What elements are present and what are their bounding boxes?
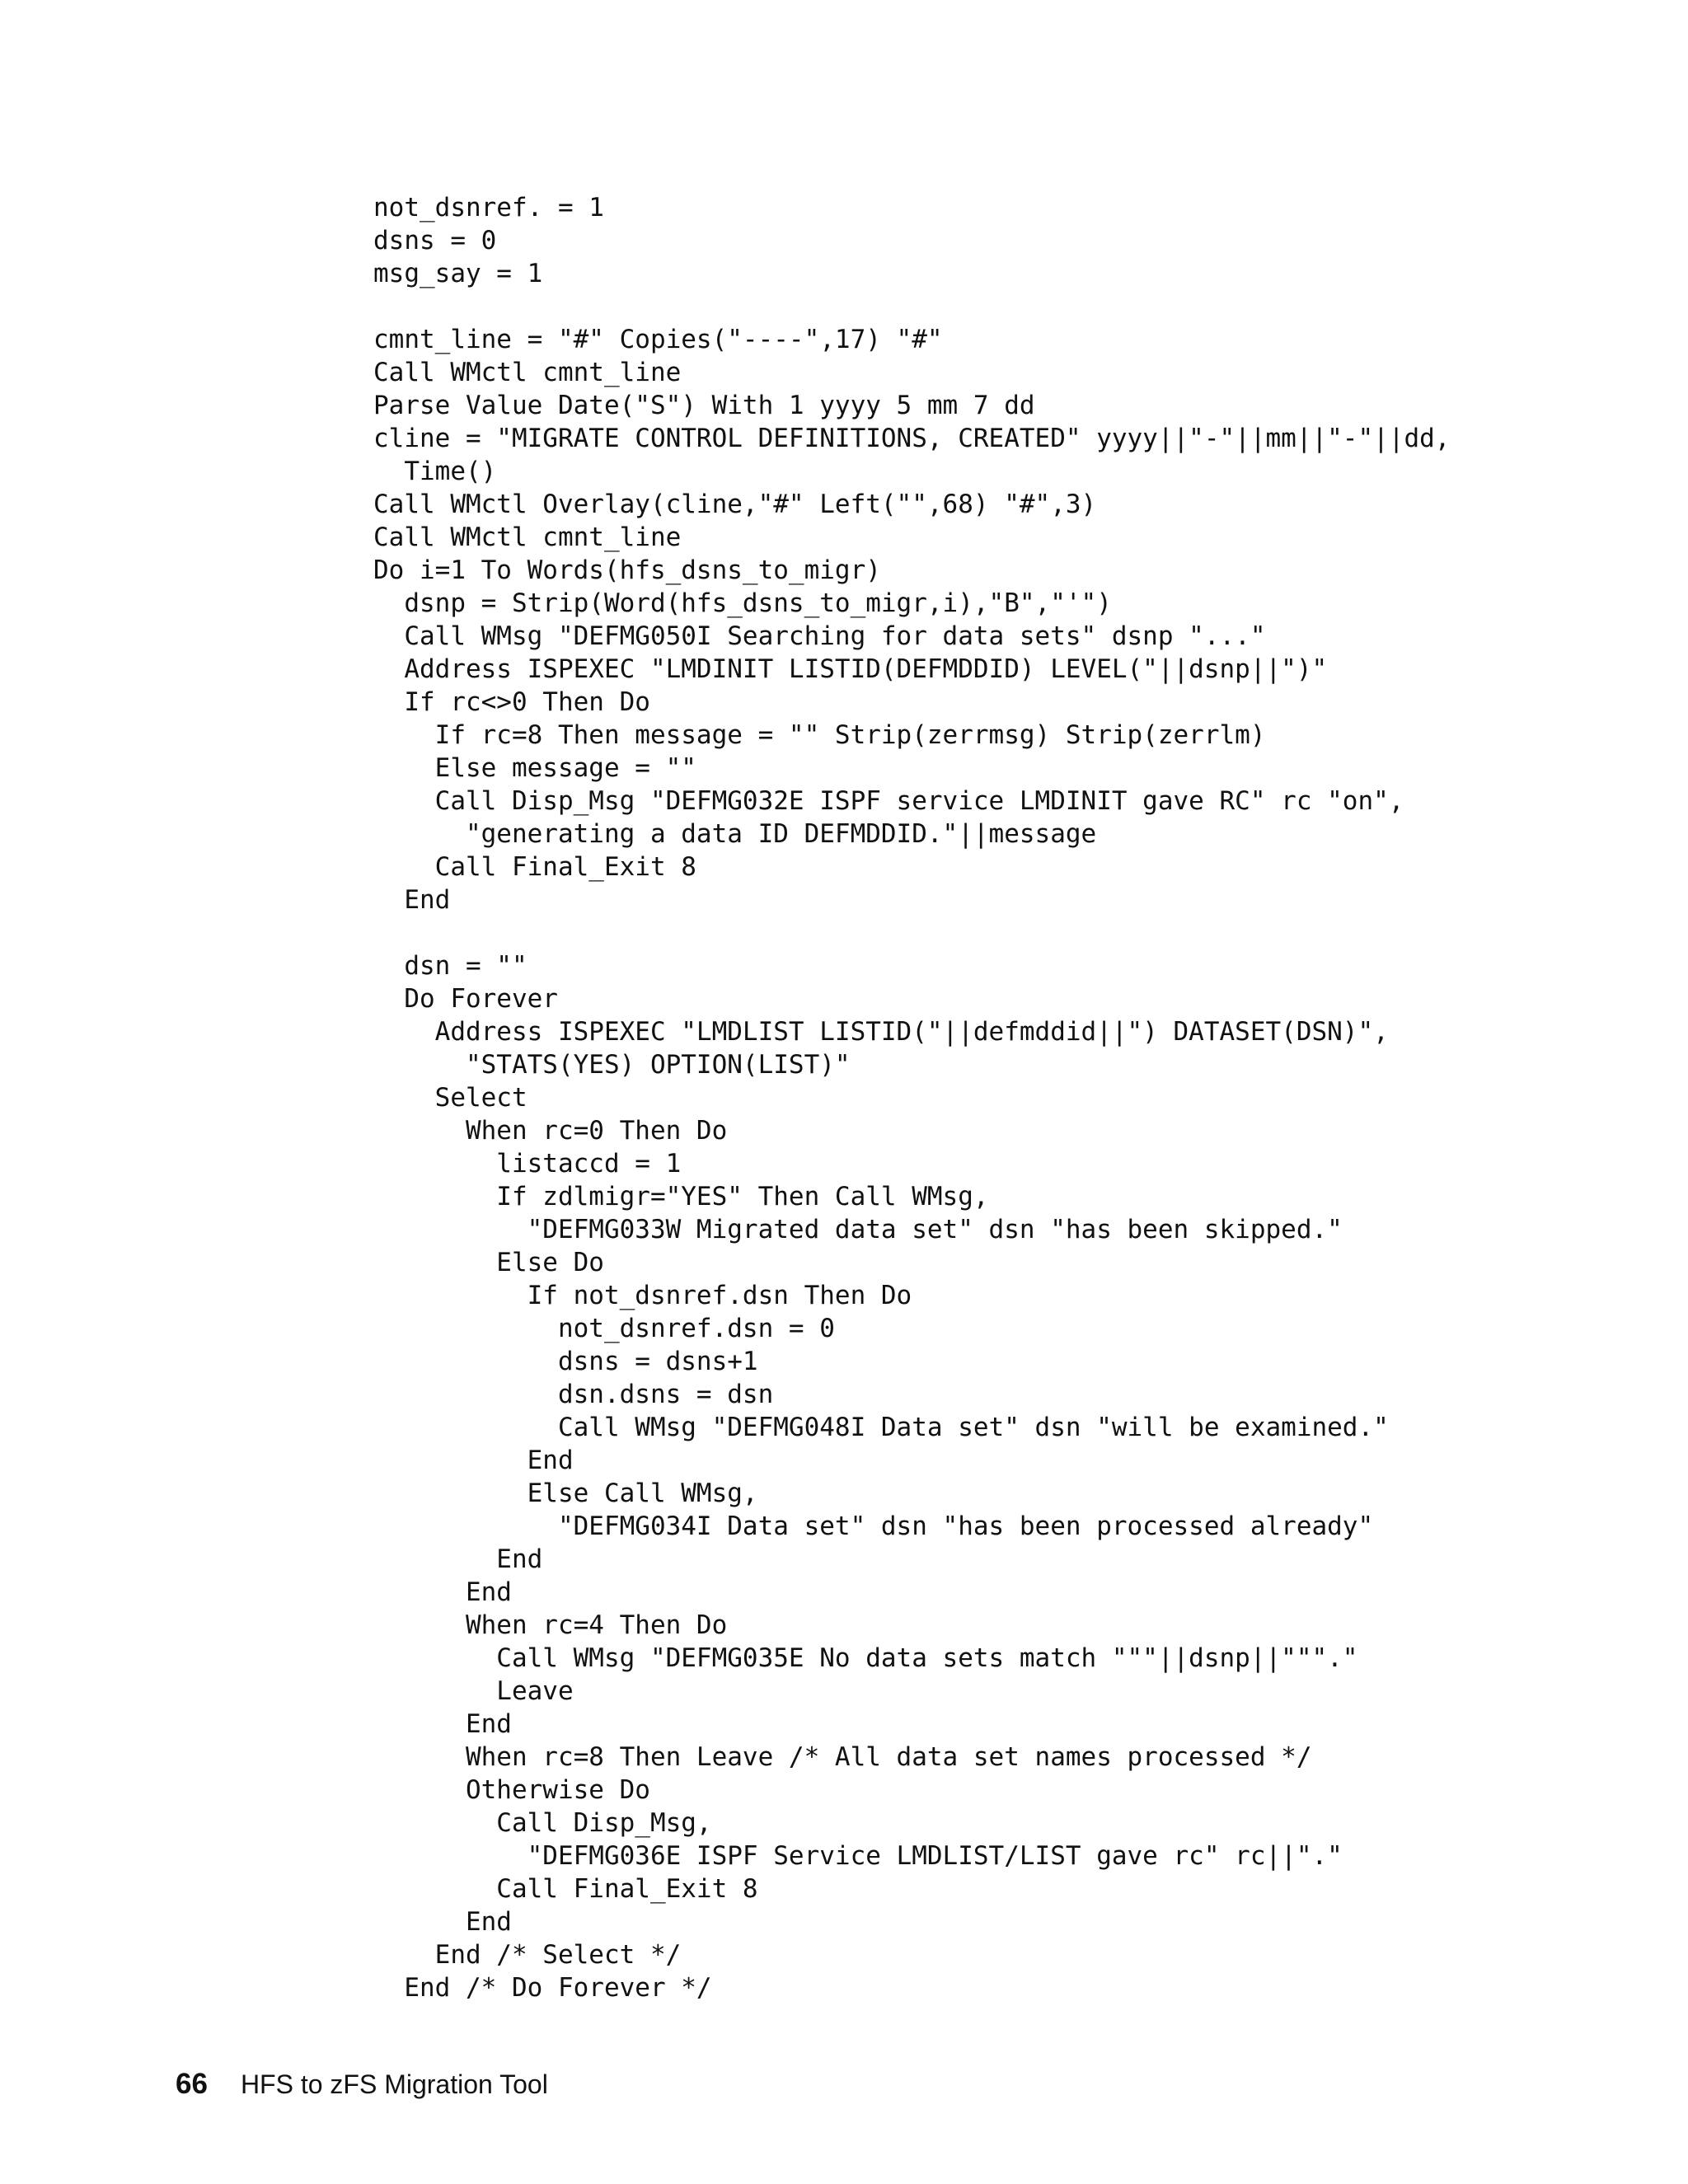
- code-line: End /* Do Forever */: [373, 1973, 712, 2003]
- code-line: End: [373, 885, 451, 915]
- code-line: "DEFMG033W Migrated data set" dsn "has been skipped.": [373, 1215, 1343, 1244]
- code-line: not_dsnref.dsn = 0: [373, 1314, 835, 1343]
- code-line: Call Final_Exit 8: [373, 852, 696, 882]
- code-line: "DEFMG036E ISPF Service LMDLIST/LIST gave rc" rc||".": [373, 1841, 1343, 1871]
- code-line: [373, 916, 1659, 949]
- code-line: End: [373, 1446, 574, 1475]
- code-line: listaccd = 1: [373, 1149, 682, 1179]
- code-line: Call Final_Exit 8: [373, 1874, 758, 1904]
- code-line: Address ISPEXEC "LMDINIT LISTID(DEFMDDID) LEVEL("||dsnp||")": [373, 654, 1328, 684]
- code-line: Else message = "": [373, 753, 696, 783]
- code-line: When rc=4 Then Do: [373, 1610, 728, 1640]
- code-line: When rc=0 Then Do: [373, 1116, 728, 1146]
- code-line: Call WMctl cmnt_line: [373, 523, 682, 552]
- code-line: cmnt_line = "#" Copies("----",17) "#": [373, 325, 943, 354]
- page-footer: [176, 2068, 548, 2101]
- code-line: End: [373, 1544, 543, 1574]
- code-line: End /* Select */: [373, 1940, 682, 1970]
- code-line: Call Disp_Msg "DEFMG032E ISPF service LMDINIT gave RC" rc "on",: [373, 786, 1404, 816]
- code-line: Call WMsg "DEFMG035E No data sets match """||dsnp||""".": [373, 1643, 1358, 1673]
- code-line: If rc<>0 Then Do: [373, 687, 650, 717]
- code-line: End: [373, 1709, 512, 1739]
- code-line: Address ISPEXEC "LMDLIST LISTID("||defmddid||") DATASET(DSN)",: [373, 1017, 1389, 1047]
- code-line: If rc=8 Then message = "" Strip(zerrmsg) Strip(zerrlm): [373, 720, 1266, 750]
- code-line: dsns = 0: [373, 226, 497, 255]
- code-line: Select: [373, 1083, 528, 1113]
- code-line: [373, 290, 1659, 323]
- code-line: Else Call WMsg,: [373, 1479, 758, 1508]
- code-line: cline = "MIGRATE CONTROL DEFINITIONS, CREATED" yyyy||"-"||mm||"-"||dd,: [373, 424, 1451, 453]
- code-line: Do i=1 To Words(hfs_dsns_to_migr): [373, 555, 881, 585]
- code-line: "DEFMG034I Data set" dsn "has been processed already": [373, 1511, 1374, 1541]
- code-line: Leave: [373, 1676, 574, 1706]
- code-line: dsn.dsns = dsn: [373, 1380, 774, 1409]
- code-listing: [373, 191, 1659, 2004]
- code-line: Do Forever: [373, 984, 558, 1014]
- code-line: dsns = dsns+1: [373, 1347, 758, 1376]
- code-line: Call WMctl Overlay(cline,"#" Left("",68) "#",3): [373, 490, 1097, 519]
- code-line: Parse Value Date("S") With 1 yyyy 5 mm 7 dd: [373, 391, 1035, 420]
- code-line: End: [373, 1907, 512, 1937]
- code-line: End: [373, 1577, 512, 1607]
- code-line: not_dsnref. = 1: [373, 193, 604, 223]
- code-line: Else Do: [373, 1248, 604, 1277]
- code-line: Otherwise Do: [373, 1775, 650, 1805]
- code-line: dsn = "": [373, 951, 528, 981]
- page-number: 66: [176, 2068, 208, 2100]
- code-line: Time(): [373, 457, 497, 486]
- code-line: dsnp = Strip(Word(hfs_dsns_to_migr,i),"B","'"): [373, 588, 1112, 618]
- code-line: msg_say = 1: [373, 259, 543, 288]
- code-line: If not_dsnref.dsn Then Do: [373, 1281, 912, 1310]
- code-line: If zdlmigr="YES" Then Call WMsg,: [373, 1182, 989, 1212]
- code-line: When rc=8 Then Leave /* All data set names processed */: [373, 1742, 1312, 1772]
- code-line: Call WMctl cmnt_line: [373, 358, 682, 387]
- code-line: Call Disp_Msg,: [373, 1808, 712, 1838]
- code-line: Call WMsg "DEFMG050I Searching for data sets" dsnp "...": [373, 621, 1266, 651]
- code-line: "STATS(YES) OPTION(LIST)": [373, 1050, 851, 1080]
- book-title: HFS to zFS Migration Tool: [240, 2069, 548, 2099]
- code-line: Call WMsg "DEFMG048I Data set" dsn "will be examined.": [373, 1413, 1389, 1442]
- code-line: "generating a data ID DEFMDDID."||message: [373, 819, 1097, 849]
